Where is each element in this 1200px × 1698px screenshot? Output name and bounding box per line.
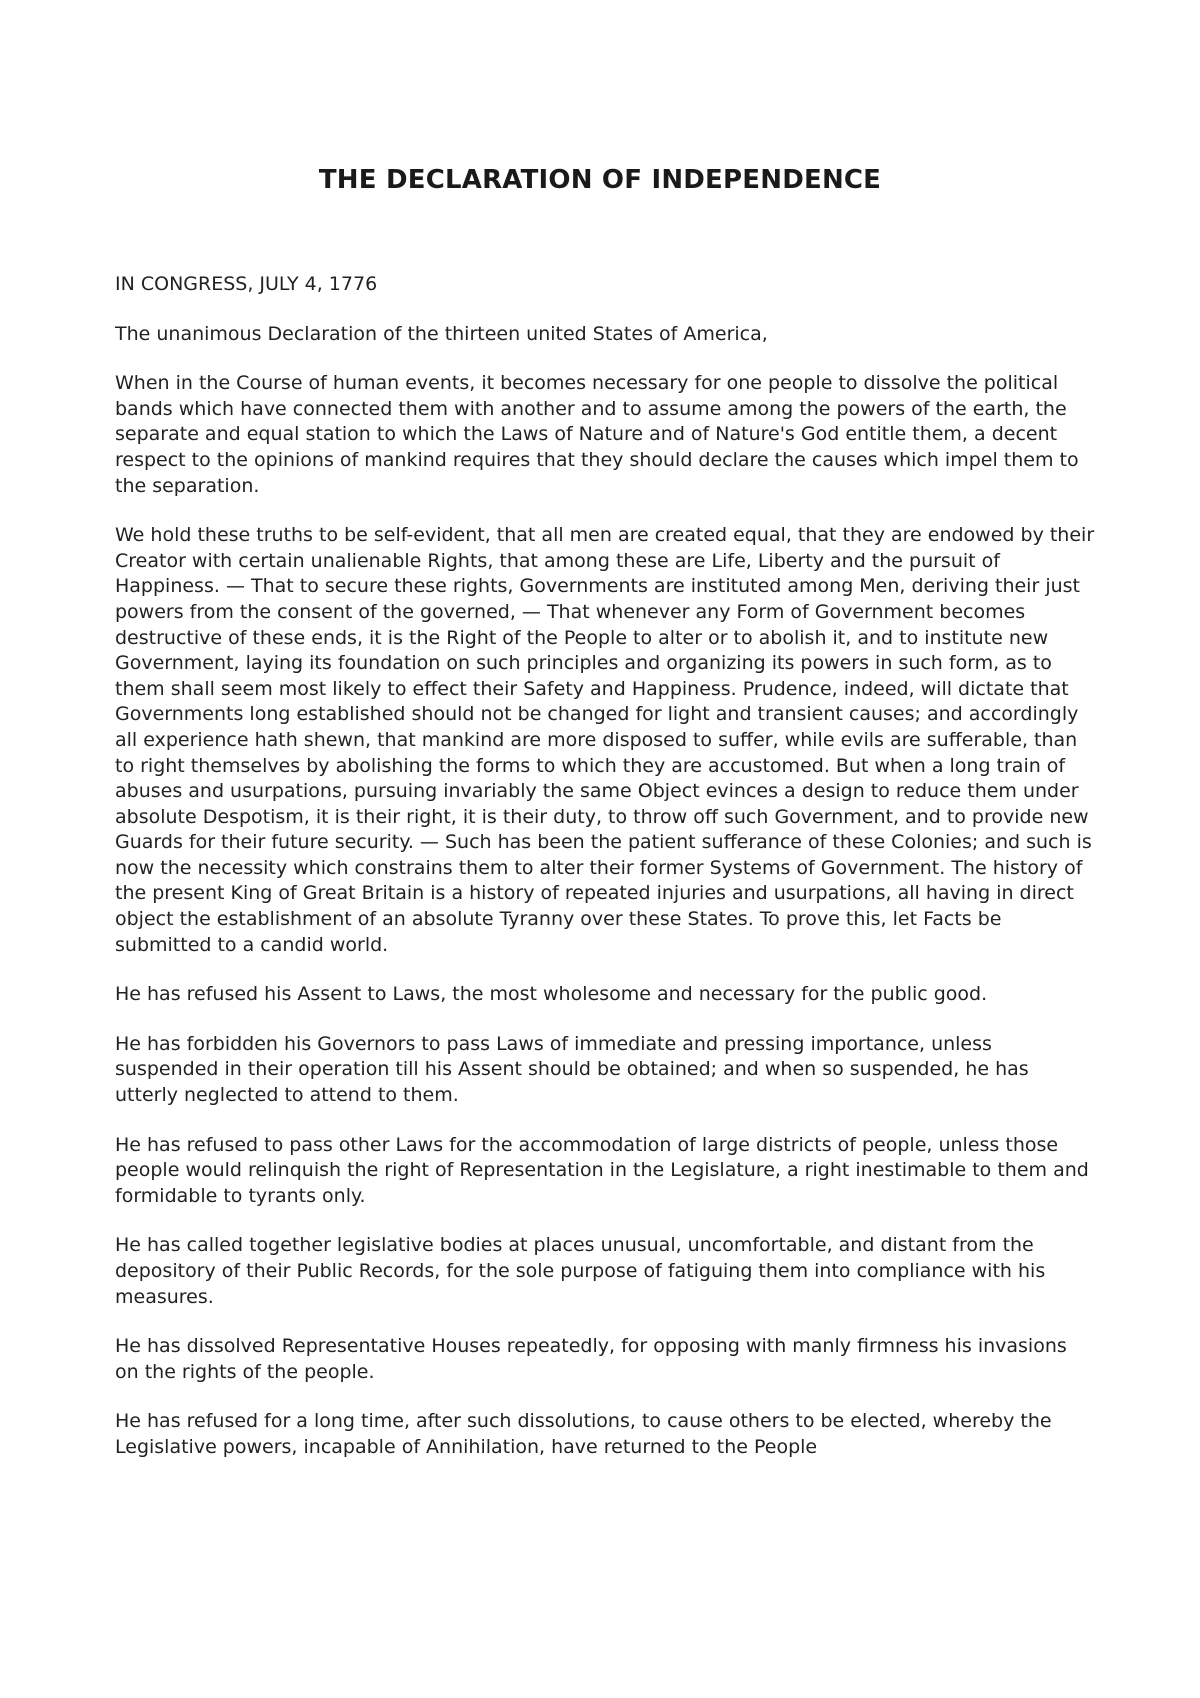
paragraph-preamble: When in the Course of human events, it becomes necessary for one people to dissolve the political bands which have connected them with another and to assume among the powers of the earth, the separate and equal station to which the Laws of Nature and of Nature's God entitle them, a decent respect to the opinions of mankind requires that they should declare the causes which impel them to the separation. bbox=[115, 372, 1079, 497]
document-title: THE DECLARATION OF INDEPENDENCE bbox=[318, 165, 882, 195]
paragraph-grievance: He has refused his Assent to Laws, the most wholesome and necessary for the public good. bbox=[115, 983, 988, 1006]
paragraph-grievance: He has called together legislative bodies at places unusual, uncomfortable, and distant from the depository of their Public Records, for the sole purpose of fatiguing them into compliance with his measures. bbox=[115, 1234, 1046, 1308]
paragraph-grievance: He has dissolved Representative Houses repeatedly, for opposing with manly firmness his invasions on the rights of the people. bbox=[115, 1335, 1067, 1383]
paragraph-grievance: He has refused for a long time, after such dissolutions, to cause others to be elected, whereby the Legislative powers, incapable of Annihilation, have returned to the People bbox=[115, 1410, 1052, 1458]
dateline: IN CONGRESS, JULY 4, 1776 bbox=[115, 273, 378, 295]
document-body bbox=[115, 272, 1095, 1485]
paragraph-truths: We hold these truths to be self-evident, that all men are created equal, that they are endowed by their Creator with certain unalienable Rights, that among these are Life, Liberty and the pursuit of Happiness. — That to secure these rights, Governments are instituted among Men, deriving their just powers from the consent of the governed, — That whenever any Form of Government becomes destructive of these ends, it is the Right of the People to alter or to abolish it, and to institute new Government, laying its foundation on such principles and organizing its powers in such form, as to them shall seem most likely to effect their Safety and Happiness. Prudence, indeed, will dictate that Governments long established should not be changed for light and transient causes; and accordingly all experience hath shewn, that mankind are more disposed to suffer, while evils are sufferable, than to right themselves by abolishing the forms to which they are accustomed. But when a long train of abuses and usurpations, pursuing invariably the same Object evinces a design to reduce them under absolute Despotism, it is their right, it is their duty, to throw off such Government, and to provide new Guards for their future security. — Such has been the patient sufferance of these Colonies; and such is now the necessity which constrains them to alter their former Systems of Government. The history of the present King of Great Britain is a history of repeated injuries and usurpations, all having in direct object the establishment of an absolute Tyranny over these States. To prove this, let Facts be submitted to a candid world. bbox=[115, 524, 1095, 956]
document-subtitle: The unanimous Declaration of the thirteen united States of America, bbox=[115, 322, 768, 345]
paragraph-grievance: He has refused to pass other Laws for the accommodation of large districts of people, unless those people would relinquish the right of Representation in the Legislature, a right inestimable to them and formidable to tyrants only. bbox=[115, 1133, 1089, 1207]
paragraph-grievance: He has forbidden his Governors to pass Laws of immediate and pressing importance, unless suspended in their operation till his Assent should be obtained; and when so suspended, he has utterly neglected to attend to them. bbox=[115, 1032, 1029, 1107]
